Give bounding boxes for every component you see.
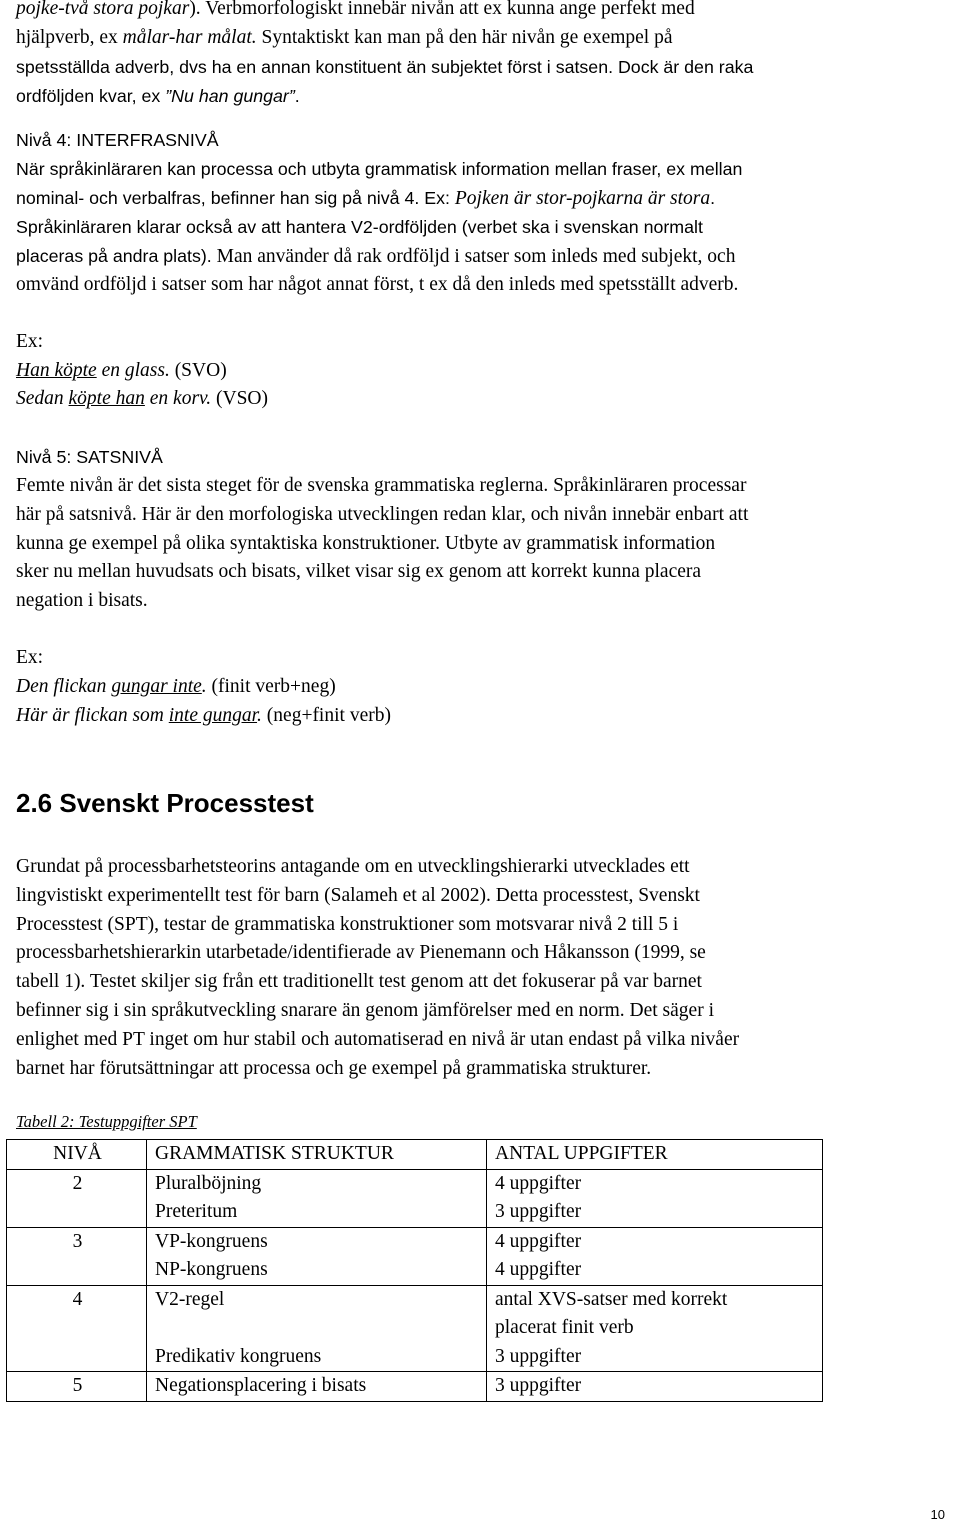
paragraph-text: Femte nivån är det sista steget för de svenska grammatiska reglerna. Språkinläraren processar	[16, 475, 747, 496]
count-cell	[487, 1285, 823, 1372]
structure-line: NP-kongruens	[155, 1259, 268, 1280]
example-label: Ex:	[16, 646, 44, 668]
paragraph-line: Grundat på processbarhetsteorins antagande om en utvecklingshierarki utvecklades ett	[16, 856, 690, 877]
column-header: GRAMMATISK STRUKTUR	[147, 1140, 487, 1170]
column-header: NIVÅ	[7, 1140, 147, 1170]
example-text: Han köpte	[16, 359, 97, 381]
paragraph-text: kunna ge exempel på olika syntaktiska konstruktioner. Utbyte av grammatisk information	[16, 532, 716, 554]
example-text: en korv.	[144, 388, 212, 410]
paragraph-text: Språkinläraren klarar också av att hantera V2-ordföljden (verbet ska i svenskan normalt	[16, 217, 703, 238]
test-table	[6, 1139, 823, 1402]
paragraph-text: .	[294, 85, 300, 106]
level-cell: 4	[7, 1285, 147, 1372]
structure-cell	[147, 1285, 487, 1372]
table-caption: Tabell 2: Testuppgifter SPT	[16, 1112, 197, 1131]
paragraph-text: hjälpverb, ex	[16, 26, 123, 48]
structure-line: Negationsplacering i bisats	[155, 1375, 367, 1396]
paragraph-text: placeras på andra plats).	[16, 246, 217, 267]
count-line: 4 uppgifter	[495, 1230, 582, 1252]
level5-section	[16, 472, 946, 730]
example-text: pojke-två stora pojkar	[16, 0, 190, 19]
paragraph-text: sker nu mellan huvudsats och bisats, vilket visar sig ex genom att korrekt kunna placera	[16, 561, 702, 583]
paragraph-text: ). Verbmorfologiskt innebär nivån att ex kunna ange perfekt med	[189, 0, 695, 19]
paragraph-text: ordföljden kvar, ex	[16, 85, 166, 106]
paragraph-line: Processtest (SPT), testar de grammatiska konstruktioner som motsvarar nivå 2 till 5 i	[16, 913, 679, 935]
table-row	[7, 1372, 823, 1402]
paragraph-text: negation i bisats.	[16, 590, 148, 612]
paragraph-line: befinner sig i sin språkutveckling snarare än genom jämförelser med en norm. Det säger i	[16, 999, 714, 1021]
paragraph-text: Syntaktiskt kan man på den här nivån ge exempel på	[256, 26, 673, 48]
example-text: gungar inte	[111, 675, 202, 697]
paragraph-line: enlighet med PT inget om hur stabil och automatiserad en nivå är utan endast på vilka nivåer	[16, 1028, 740, 1050]
count-line: 3 uppgifter	[495, 1201, 582, 1222]
example-label: Ex:	[16, 330, 44, 352]
count-line: placerat finit verb	[495, 1317, 634, 1338]
structure-line: Preteritum	[155, 1201, 238, 1222]
level3-paragraph	[16, 0, 946, 53]
example-text: inte gungar	[168, 704, 258, 726]
example-text: Pojken är stor-pojkarna är stora	[454, 187, 711, 209]
word-order-label: (SVO)	[169, 359, 227, 381]
structure-cell	[147, 1372, 487, 1402]
paragraph-line: lingvistiskt experimentellt test för barn (Salameh et al 2002). Detta processtest, Svenskt	[16, 884, 700, 906]
structure-line: Pluralböjning	[155, 1172, 262, 1194]
paragraph-line: barnet har förutsättningar att processa och ge exempel på grammatiska strukturer.	[16, 1057, 652, 1079]
paragraph-text: omvänd ordföljd i satser som har något annat först, t ex då den inleds med spetsställt adverb.	[16, 274, 739, 295]
paragraph-text: här på satsnivå. Här är den morfologiska utvecklingen redan klar, och nivån innebär enbart att	[16, 503, 749, 525]
paragraph-line: processbarhetshierarkin utarbetade/identifierade av Pienemann och Håkansson (1999, se	[16, 942, 706, 964]
example-text: Sedan	[16, 388, 69, 410]
example-text: Här är flickan som	[16, 704, 169, 726]
example-text: ”Nu han gungar”	[165, 85, 295, 106]
example-text: .	[201, 675, 207, 697]
paragraph-line: tabell 1). Testet skiljer sig från ett traditionellt test genom att det fokuserar på var barnet	[16, 971, 702, 993]
level-cell: 2	[7, 1169, 147, 1227]
example-text: en glass.	[96, 359, 170, 381]
level5-heading: Nivå 5: SATSNIVÅ	[16, 447, 163, 467]
paragraph-text: När språkinläraren kan processa och utbyta grammatisk information mellan fraser, ex mellan	[16, 158, 743, 179]
structure-cell	[147, 1227, 487, 1285]
count-line: antal XVS-satser med korrekt	[495, 1288, 728, 1310]
word-order-label: (VSO)	[211, 388, 268, 410]
word-order-label: (neg+finit verb)	[261, 704, 391, 726]
level3-paragraph-cont	[16, 53, 946, 111]
structure-line: Predikativ kongruens	[155, 1345, 322, 1367]
paragraph-text: nominal- och verbalfras, befinner han sig på nivå 4. Ex:	[16, 187, 455, 208]
count-line: 4 uppgifter	[495, 1172, 582, 1194]
example-text: .	[257, 704, 262, 726]
paragraph-text: spetsställda adverb, dvs ha en annan konstituent än subjektet först i satsen. Dock är den raka	[16, 57, 754, 77]
count-line: 3 uppgifter	[495, 1375, 582, 1396]
paragraph-text: Man använder då rak ordföljd i satser som inleds med subjekt, och	[216, 246, 736, 268]
level-cell: 5	[7, 1372, 147, 1402]
paragraph-text: .	[710, 187, 716, 208]
level5-heading-block	[16, 443, 946, 472]
level4-section	[16, 126, 946, 272]
structure-cell	[147, 1169, 487, 1227]
section-heading: 2.6 Svenskt Processtest	[16, 788, 314, 818]
example-text: köpte han	[68, 388, 145, 410]
table-row	[7, 1227, 823, 1285]
word-order-label: (finit verb+neg)	[206, 675, 336, 697]
table-row	[7, 1285, 823, 1372]
level-cell: 3	[7, 1227, 147, 1285]
structure-line: V2-regel	[155, 1288, 225, 1310]
column-header: ANTAL UPPGIFTER	[487, 1140, 823, 1170]
table-row	[7, 1169, 823, 1227]
count-cell	[487, 1372, 823, 1402]
section-body	[16, 853, 946, 1083]
structure-line	[155, 1314, 480, 1343]
page-number: 10	[930, 1507, 945, 1522]
level4-heading: Nivå 4: INTERFRASNIVÅ	[16, 130, 219, 150]
count-line: 3 uppgifter	[495, 1345, 582, 1367]
structure-line: VP-kongruens	[155, 1230, 268, 1252]
example-text: målar-har målat.	[122, 26, 257, 48]
level4-examples	[16, 271, 946, 414]
count-line: 4 uppgifter	[495, 1259, 582, 1280]
count-cell	[487, 1227, 823, 1285]
example-text: Den flickan	[16, 675, 112, 697]
count-cell	[487, 1169, 823, 1227]
table-header-row	[7, 1140, 823, 1170]
